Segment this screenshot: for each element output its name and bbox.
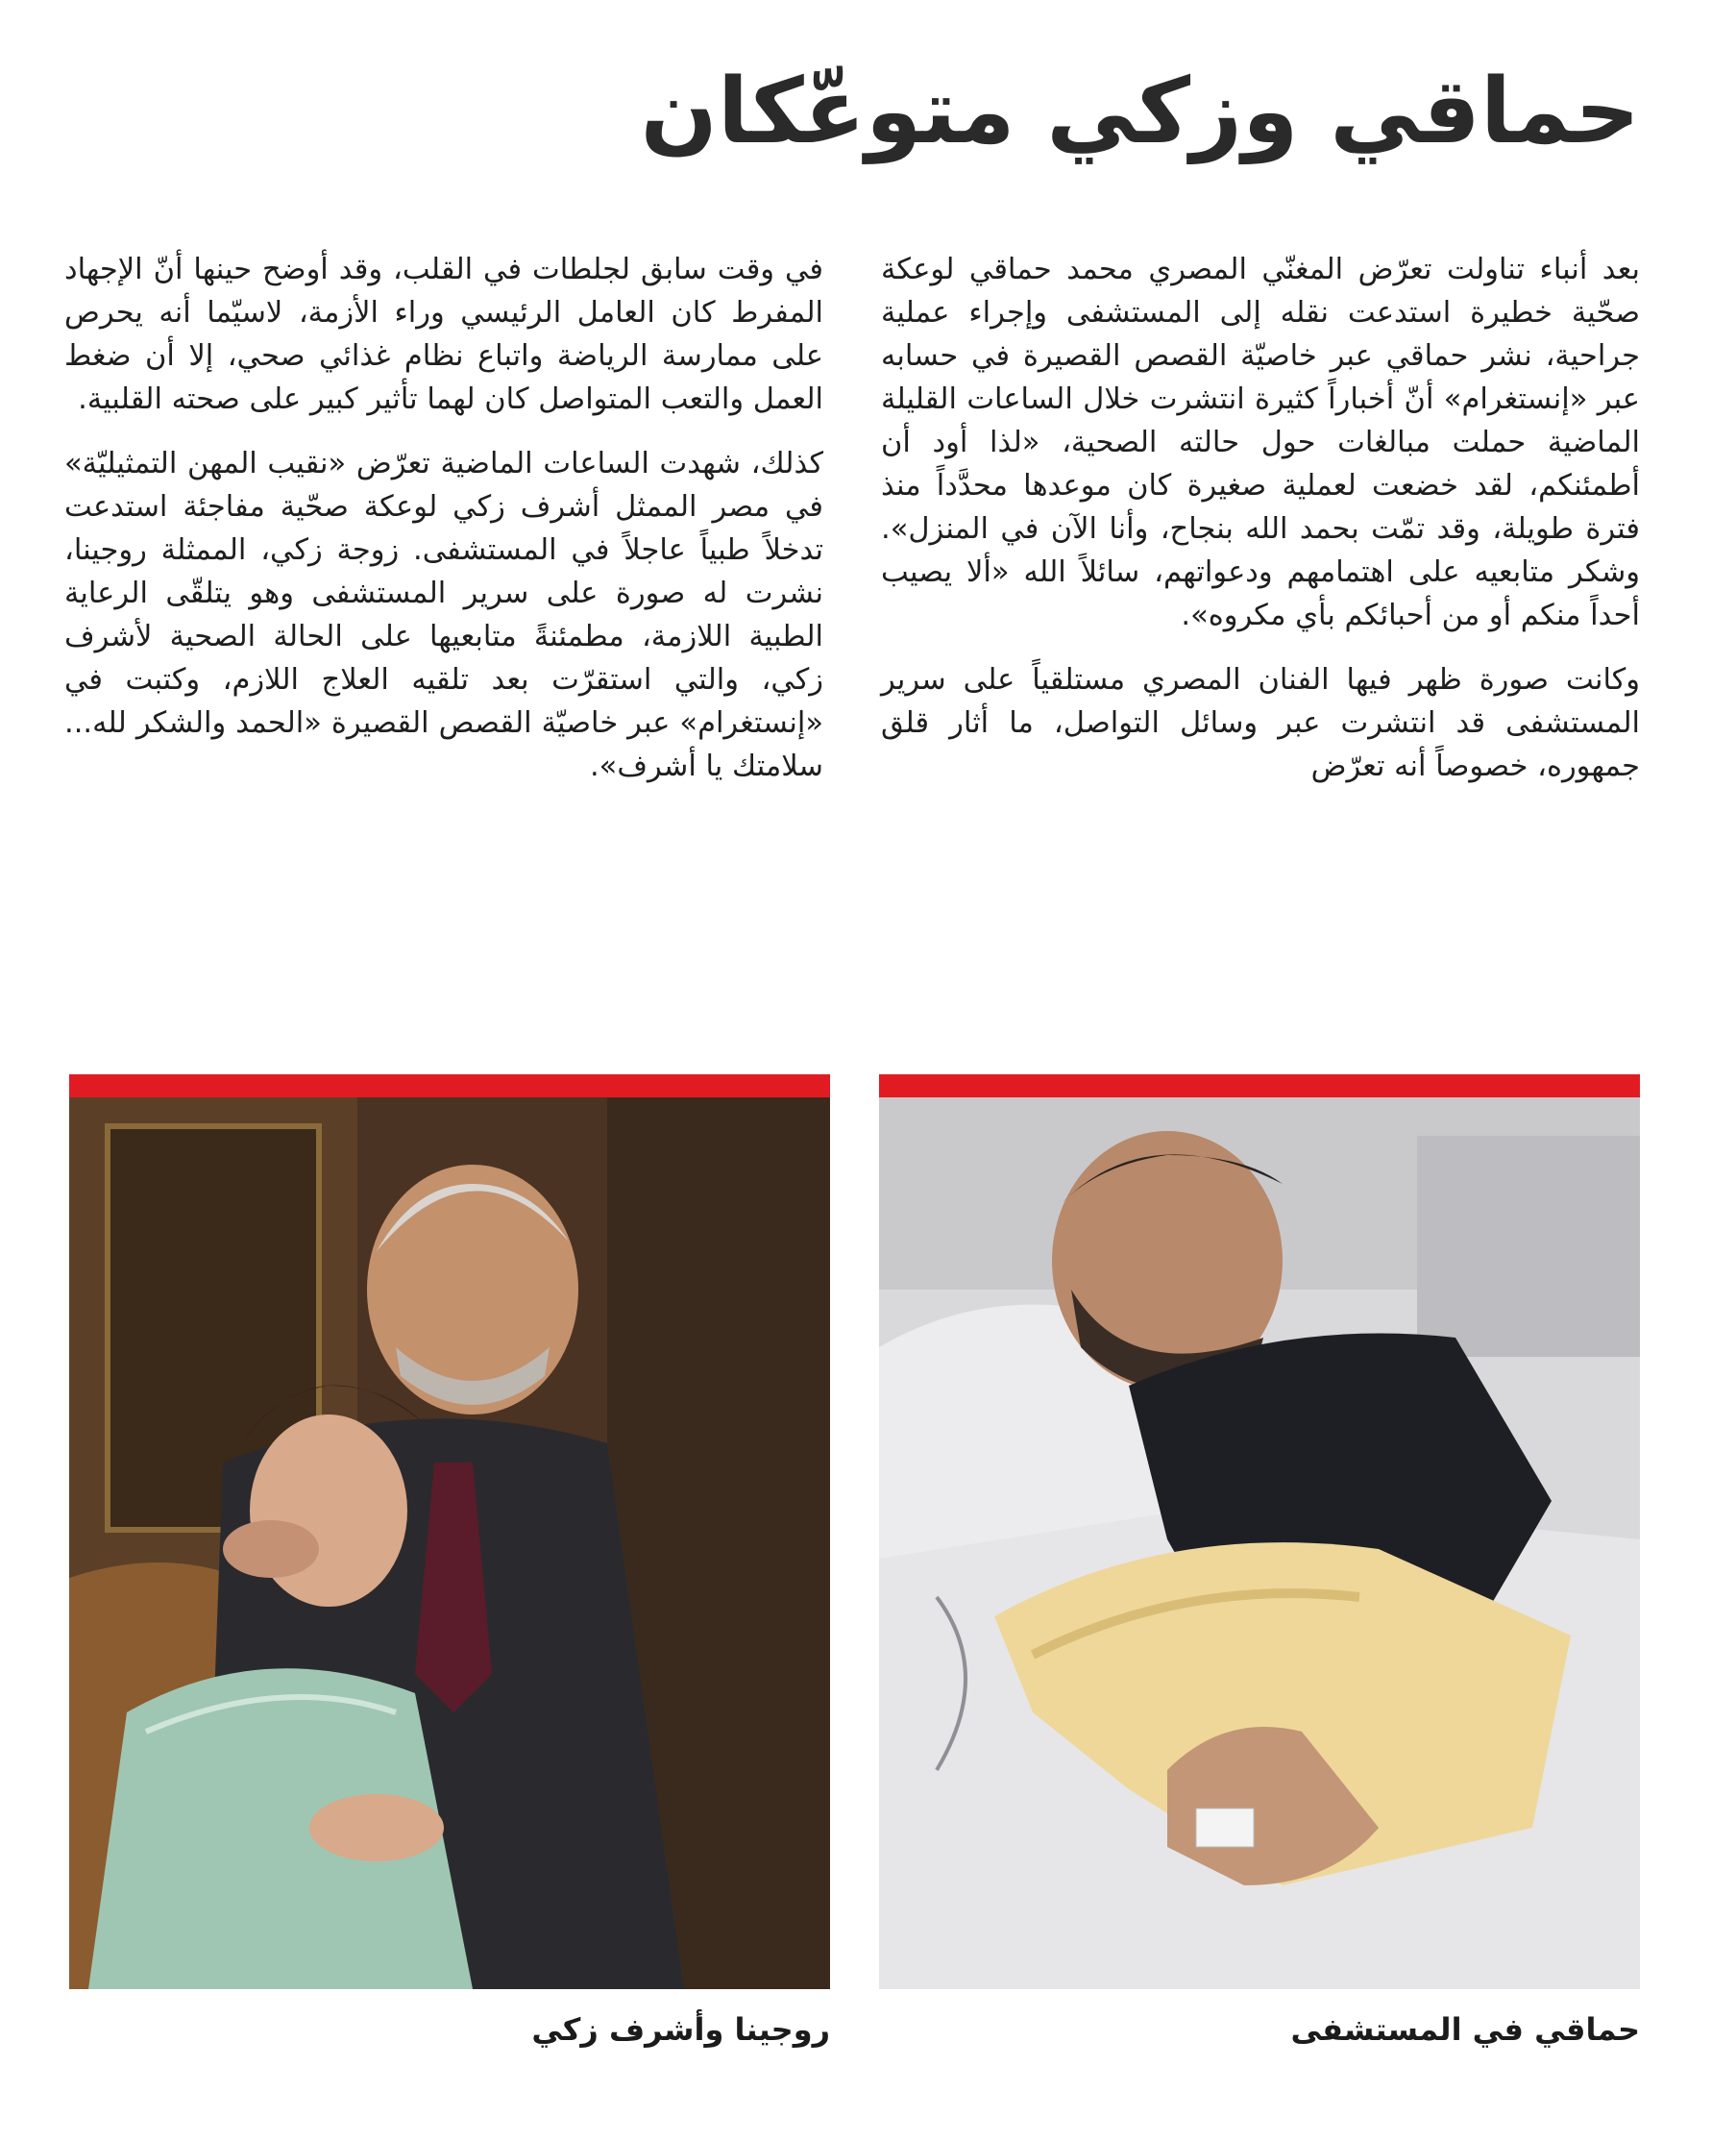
photo-zaki-frame — [69, 1074, 830, 1989]
accent-bar — [879, 1074, 1640, 1097]
accent-bar — [69, 1074, 830, 1097]
hospital-patient-photo-icon — [879, 1097, 1640, 1989]
article-column-left — [64, 248, 823, 809]
photo-caption-hamaki: حماقي في المستشفى — [1290, 2011, 1640, 2048]
photo-hamaki-frame — [879, 1074, 1640, 1989]
paragraph: وكانت صورة ظهر فيها الفنان المصري مستلقياً على سرير المستشفى قد انتشرت عبر وسائل التواصل، ما أثار قلق جمهوره، خصوصاً أنه تعرّض — [881, 663, 1640, 783]
paragraph: بعد أنباء تناولت تعرّض المغنّي المصري محمد حماقي لوعكة صحّية خطيرة استدعت نقله إلى المستشفى وإجراء عملية جراحية، نشر حماقي عبر خاصيّة القصص القصيرة في حسابه عبر «إنستغرام» أنّ أخباراً كثيرة انتشرت خلال الساعات القليلة الماضية حملت مبالغات حول حالته الصحية، «لذا أود أن أطمئنكم، لقد خضعت لعملية صغيرة كان موعدها محدَّداً منذ فترة طويلة، وقد تمّت بحمد الله بنجاح، وأنا الآن في المنزل». وشكر متابعيه على اهتمامهم ودعواتهم، سائلاً الله «ألا يصيب أحداً منكم أو من أحبائكم بأي مكروه». — [881, 253, 1640, 632]
couple-portrait-photo-icon — [69, 1097, 830, 1989]
photo-caption-zaki: روجينا وأشرف زكي — [531, 2011, 830, 2048]
paragraph: كذلك، شهدت الساعات الماضية تعرّض «نقيب المهن التمثيليّة» في مصر الممثل أشرف زكي لوعكة صحّية مفاجئة استدعت تدخلاً طبياً عاجلاً في المستشفى. زوجة زكي، الممثلة روجينا، نشرت له صورة على سرير المستشفى وهو يتلقّى الرعاية الطبية اللازمة، مطمئنةً متابعيها على الحالة الصحية لأشرف زكي، والتي استقرّت بعد تلقيه العلاج اللازم، وكتبت في «إنستغرام» عبر خاصيّة القصص القصيرة «الحمد والشكر لله... سلامتك يا أشرف». — [64, 447, 823, 783]
article-column-right — [881, 248, 1640, 809]
article-headline: حماقي وزكي متوعّكان — [640, 60, 1640, 164]
paragraph: في وقت سابق لجلطات في القلب، وقد أوضح حينها أنّ الإجهاد المفرط كان العامل الرئيسي وراء الأزمة، لاسيّما أنه يحرص على ممارسة الرياضة واتباع نظام غذائي صحي، إلا أن ضغط العمل والتعب المتواصل كان لهما تأثير كبير على صحته القلبية. — [64, 253, 823, 416]
